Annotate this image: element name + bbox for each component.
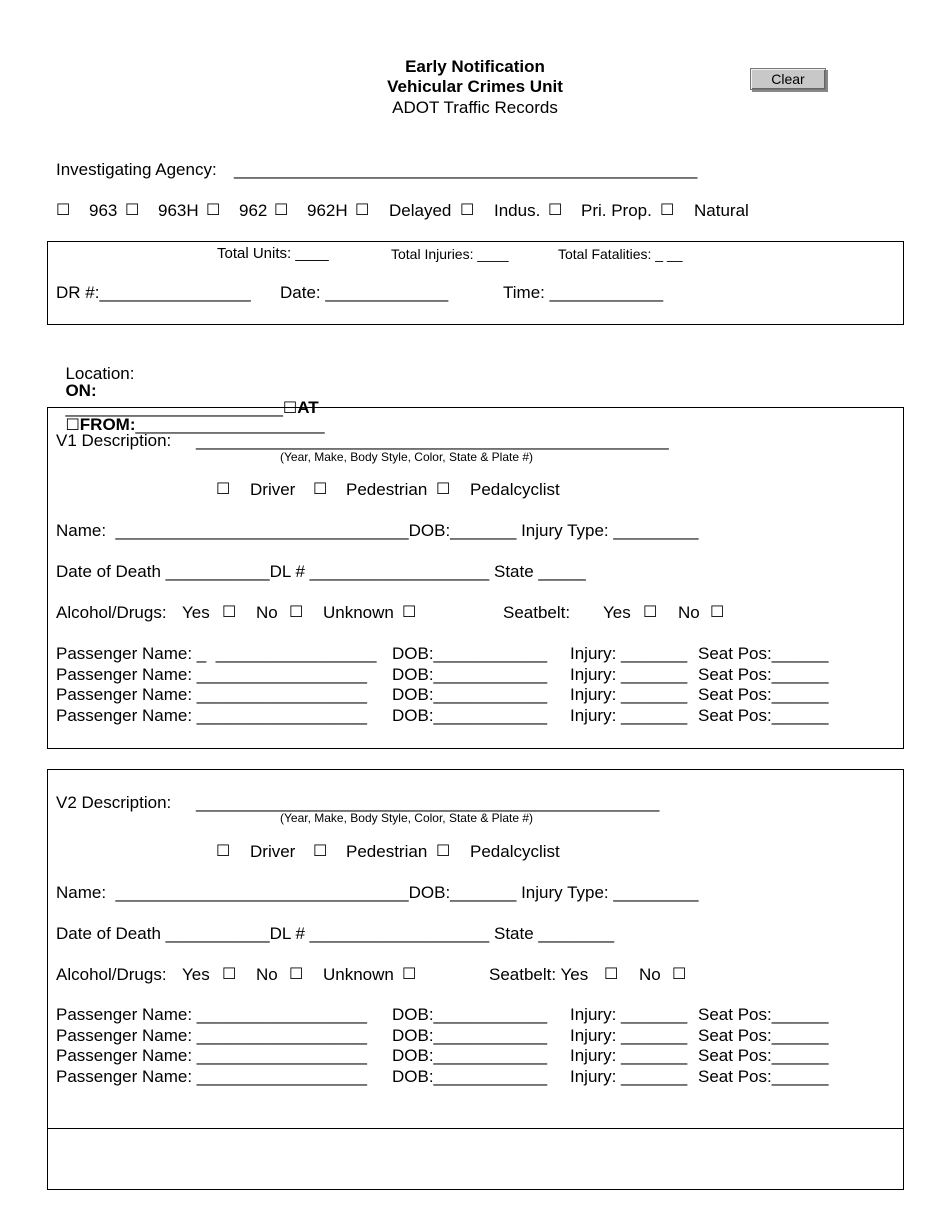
v2-seatbelt-label: Seatbelt: Yes <box>489 965 589 984</box>
v2-passenger-1-dob[interactable]: DOB:____________ <box>392 1005 548 1024</box>
case-963h-checkbox[interactable]: ☐ <box>125 200 140 219</box>
section-divider <box>47 1128 904 1129</box>
case-natural-label: Natural <box>694 201 749 220</box>
v2-alcohol-label: Alcohol/Drugs: <box>56 965 167 984</box>
v1-pedalcyclist-label: Pedalcyclist <box>470 480 560 499</box>
v2-passenger-3-seat[interactable]: Seat Pos:______ <box>698 1046 829 1065</box>
v2-passenger-3-dob[interactable]: DOB:____________ <box>392 1046 548 1065</box>
case-indus-checkbox[interactable]: ☐ <box>460 200 475 219</box>
v2-passenger-1-injury[interactable]: Injury: _______ <box>570 1005 688 1024</box>
case-indus-label: Indus. <box>494 201 541 220</box>
v1-alcohol-unknown-checkbox[interactable]: ☐ <box>402 602 417 621</box>
v1-passenger-3-dob[interactable]: DOB:____________ <box>392 685 548 704</box>
v2-seatbelt-no-label: No <box>639 965 661 984</box>
case-962h-label: 962H <box>307 201 348 220</box>
form-title: Early Notification <box>405 57 545 76</box>
clear-button[interactable]: Clear <box>750 68 826 90</box>
v2-passenger-3-injury[interactable]: Injury: _______ <box>570 1046 688 1065</box>
location-at-checkbox[interactable]: ☐ <box>282 398 298 417</box>
v2-passenger-1-seat[interactable]: Seat Pos:______ <box>698 1005 829 1024</box>
v2-alcohol-yes-label: Yes <box>182 965 210 984</box>
location-label: Location: <box>65 364 135 383</box>
v1-passenger-2-seat[interactable]: Seat Pos:______ <box>698 665 829 684</box>
v2-passenger-1-name[interactable]: Passenger Name: __________________ <box>56 1005 367 1024</box>
v1-passenger-1-dob[interactable]: DOB:____________ <box>392 644 548 663</box>
v2-pedestrian-checkbox[interactable]: ☐ <box>313 841 328 860</box>
v1-description-hint: (Year, Make, Body Style, Color, State & Plate #) <box>280 450 534 464</box>
v2-name-row[interactable]: Name: _______________________________DOB:_______ Injury Type: _________ <box>56 883 699 902</box>
v2-driver-checkbox[interactable]: ☐ <box>216 841 231 860</box>
location-at-label: AT <box>297 398 319 417</box>
case-962h-checkbox[interactable]: ☐ <box>274 200 289 219</box>
v1-seatbelt-yes-checkbox[interactable]: ☐ <box>643 602 658 621</box>
v1-alcohol-no-label: No <box>256 603 278 622</box>
case-962-label: 962 <box>239 201 268 220</box>
v1-description-label: V1 Description: <box>56 431 172 450</box>
v2-pedalcyclist-checkbox[interactable]: ☐ <box>436 841 451 860</box>
v2-description-label: V2 Description: <box>56 793 172 812</box>
case-962-checkbox[interactable]: ☐ <box>206 200 221 219</box>
case-delayed-checkbox[interactable]: ☐ <box>355 200 370 219</box>
v2-passenger-2-injury[interactable]: Injury: _______ <box>570 1026 688 1045</box>
v1-passenger-4-seat[interactable]: Seat Pos:______ <box>698 706 829 725</box>
v1-passenger-4-dob[interactable]: DOB:____________ <box>392 706 548 725</box>
location-from-label: FROM: <box>79 415 136 434</box>
v1-passenger-3-name[interactable]: Passenger Name: __________________ <box>56 685 367 704</box>
v1-passenger-1-seat[interactable]: Seat Pos:______ <box>698 644 829 663</box>
agency-label: Investigating Agency: <box>56 160 217 179</box>
v2-passenger-2-seat[interactable]: Seat Pos:______ <box>698 1026 829 1045</box>
location-on-field[interactable]: _______________________ <box>65 398 283 417</box>
v2-alcohol-yes-checkbox[interactable]: ☐ <box>222 964 237 983</box>
v1-alcohol-unknown-label: Unknown <box>323 603 394 622</box>
v1-seatbelt-no-checkbox[interactable]: ☐ <box>710 602 725 621</box>
v1-passenger-2-injury[interactable]: Injury: _______ <box>570 665 688 684</box>
location-from-checkbox[interactable]: ☐ <box>65 415 80 434</box>
v1-pedestrian-checkbox[interactable]: ☐ <box>313 479 328 498</box>
v2-seatbelt-no-checkbox[interactable]: ☐ <box>672 964 687 983</box>
dr-number-field[interactable]: DR #:________________ <box>56 283 251 302</box>
v1-alcohol-yes-label: Yes <box>182 603 210 622</box>
location-on-label: ON: <box>65 381 97 400</box>
v2-passenger-2-dob[interactable]: DOB:____________ <box>392 1026 548 1045</box>
v1-pedestrian-label: Pedestrian <box>346 480 428 499</box>
v1-description-field[interactable]: __________________________________________________ <box>196 431 669 450</box>
v2-pedestrian-label: Pedestrian <box>346 842 428 861</box>
v2-passenger-4-dob[interactable]: DOB:____________ <box>392 1067 548 1086</box>
case-963h-label: 963H <box>158 201 199 220</box>
v1-name-row[interactable]: Name: _______________________________DOB:_______ Injury Type: _________ <box>56 521 699 540</box>
v2-passenger-4-name[interactable]: Passenger Name: __________________ <box>56 1067 367 1086</box>
v1-seatbelt-label: Seatbelt: <box>503 603 571 622</box>
v1-death-dl-row[interactable]: Date of Death ___________DL # ___________________ State _____ <box>56 562 586 581</box>
v1-passenger-4-injury[interactable]: Injury: _______ <box>570 706 688 725</box>
v1-passenger-1-injury[interactable]: Injury: _______ <box>570 644 688 663</box>
v2-alcohol-unknown-checkbox[interactable]: ☐ <box>402 964 417 983</box>
v2-description-field[interactable]: _________________________________________________ <box>196 793 660 812</box>
total-injuries-field[interactable]: Total Injuries: ____ <box>391 246 509 262</box>
v2-seatbelt-yes-checkbox[interactable]: ☐ <box>604 964 619 983</box>
v1-pedalcyclist-checkbox[interactable]: ☐ <box>436 479 451 498</box>
total-fatalities-field[interactable]: Total Fatalities: _ __ <box>558 246 683 262</box>
v1-seatbelt-no-label: No <box>678 603 700 622</box>
form-subtitle: Vehicular Crimes Unit <box>387 77 563 96</box>
case-priprop-label: Pri. Prop. <box>581 201 652 220</box>
total-units-field[interactable]: Total Units: ____ <box>217 245 329 262</box>
v1-passenger-3-injury[interactable]: Injury: _______ <box>570 685 688 704</box>
v1-passenger-1-name[interactable]: Passenger Name: _ _________________ <box>56 644 377 663</box>
location-from-field[interactable]: ____________________ <box>135 415 325 434</box>
v1-alcohol-no-checkbox[interactable]: ☐ <box>289 602 304 621</box>
case-963-label: 963 <box>89 201 118 220</box>
v2-passenger-4-injury[interactable]: Injury: _______ <box>570 1067 688 1086</box>
v2-description-hint: (Year, Make, Body Style, Color, State & Plate #) <box>280 811 534 825</box>
v2-passenger-3-name[interactable]: Passenger Name: __________________ <box>56 1046 367 1065</box>
v2-passenger-2-name[interactable]: Passenger Name: __________________ <box>56 1026 367 1045</box>
v1-alcohol-label: Alcohol/Drugs: <box>56 603 167 622</box>
vehicle-2-section <box>47 769 904 1190</box>
v1-seatbelt-yes-label: Yes <box>603 603 631 622</box>
v2-driver-label: Driver <box>250 842 296 861</box>
case-963-checkbox[interactable]: ☐ <box>56 200 71 219</box>
v1-alcohol-yes-checkbox[interactable]: ☐ <box>222 602 237 621</box>
v2-alcohol-unknown-label: Unknown <box>323 965 394 984</box>
date-field[interactable]: Date: _____________ <box>280 283 449 302</box>
v2-death-dl-row[interactable]: Date of Death ___________DL # ___________________ State ________ <box>56 924 615 943</box>
v2-passenger-4-seat[interactable]: Seat Pos:______ <box>698 1067 829 1086</box>
case-natural-checkbox[interactable]: ☐ <box>660 200 675 219</box>
v2-alcohol-no-label: No <box>256 965 278 984</box>
v2-alcohol-no-checkbox[interactable]: ☐ <box>289 964 304 983</box>
case-delayed-label: Delayed <box>389 201 452 220</box>
agency-field[interactable]: _________________________________________________ <box>234 160 698 179</box>
v2-pedalcyclist-label: Pedalcyclist <box>470 842 560 861</box>
case-priprop-checkbox[interactable]: ☐ <box>548 200 563 219</box>
v1-passenger-4-name[interactable]: Passenger Name: __________________ <box>56 706 367 725</box>
v1-passenger-3-seat[interactable]: Seat Pos:______ <box>698 685 829 704</box>
time-field[interactable]: Time: ____________ <box>503 283 664 302</box>
v1-passenger-2-name[interactable]: Passenger Name: __________________ <box>56 665 367 684</box>
v1-passenger-2-dob[interactable]: DOB:____________ <box>392 665 548 684</box>
v1-driver-checkbox[interactable]: ☐ <box>216 479 231 498</box>
form-department: ADOT Traffic Records <box>392 98 558 117</box>
v1-driver-label: Driver <box>250 480 296 499</box>
